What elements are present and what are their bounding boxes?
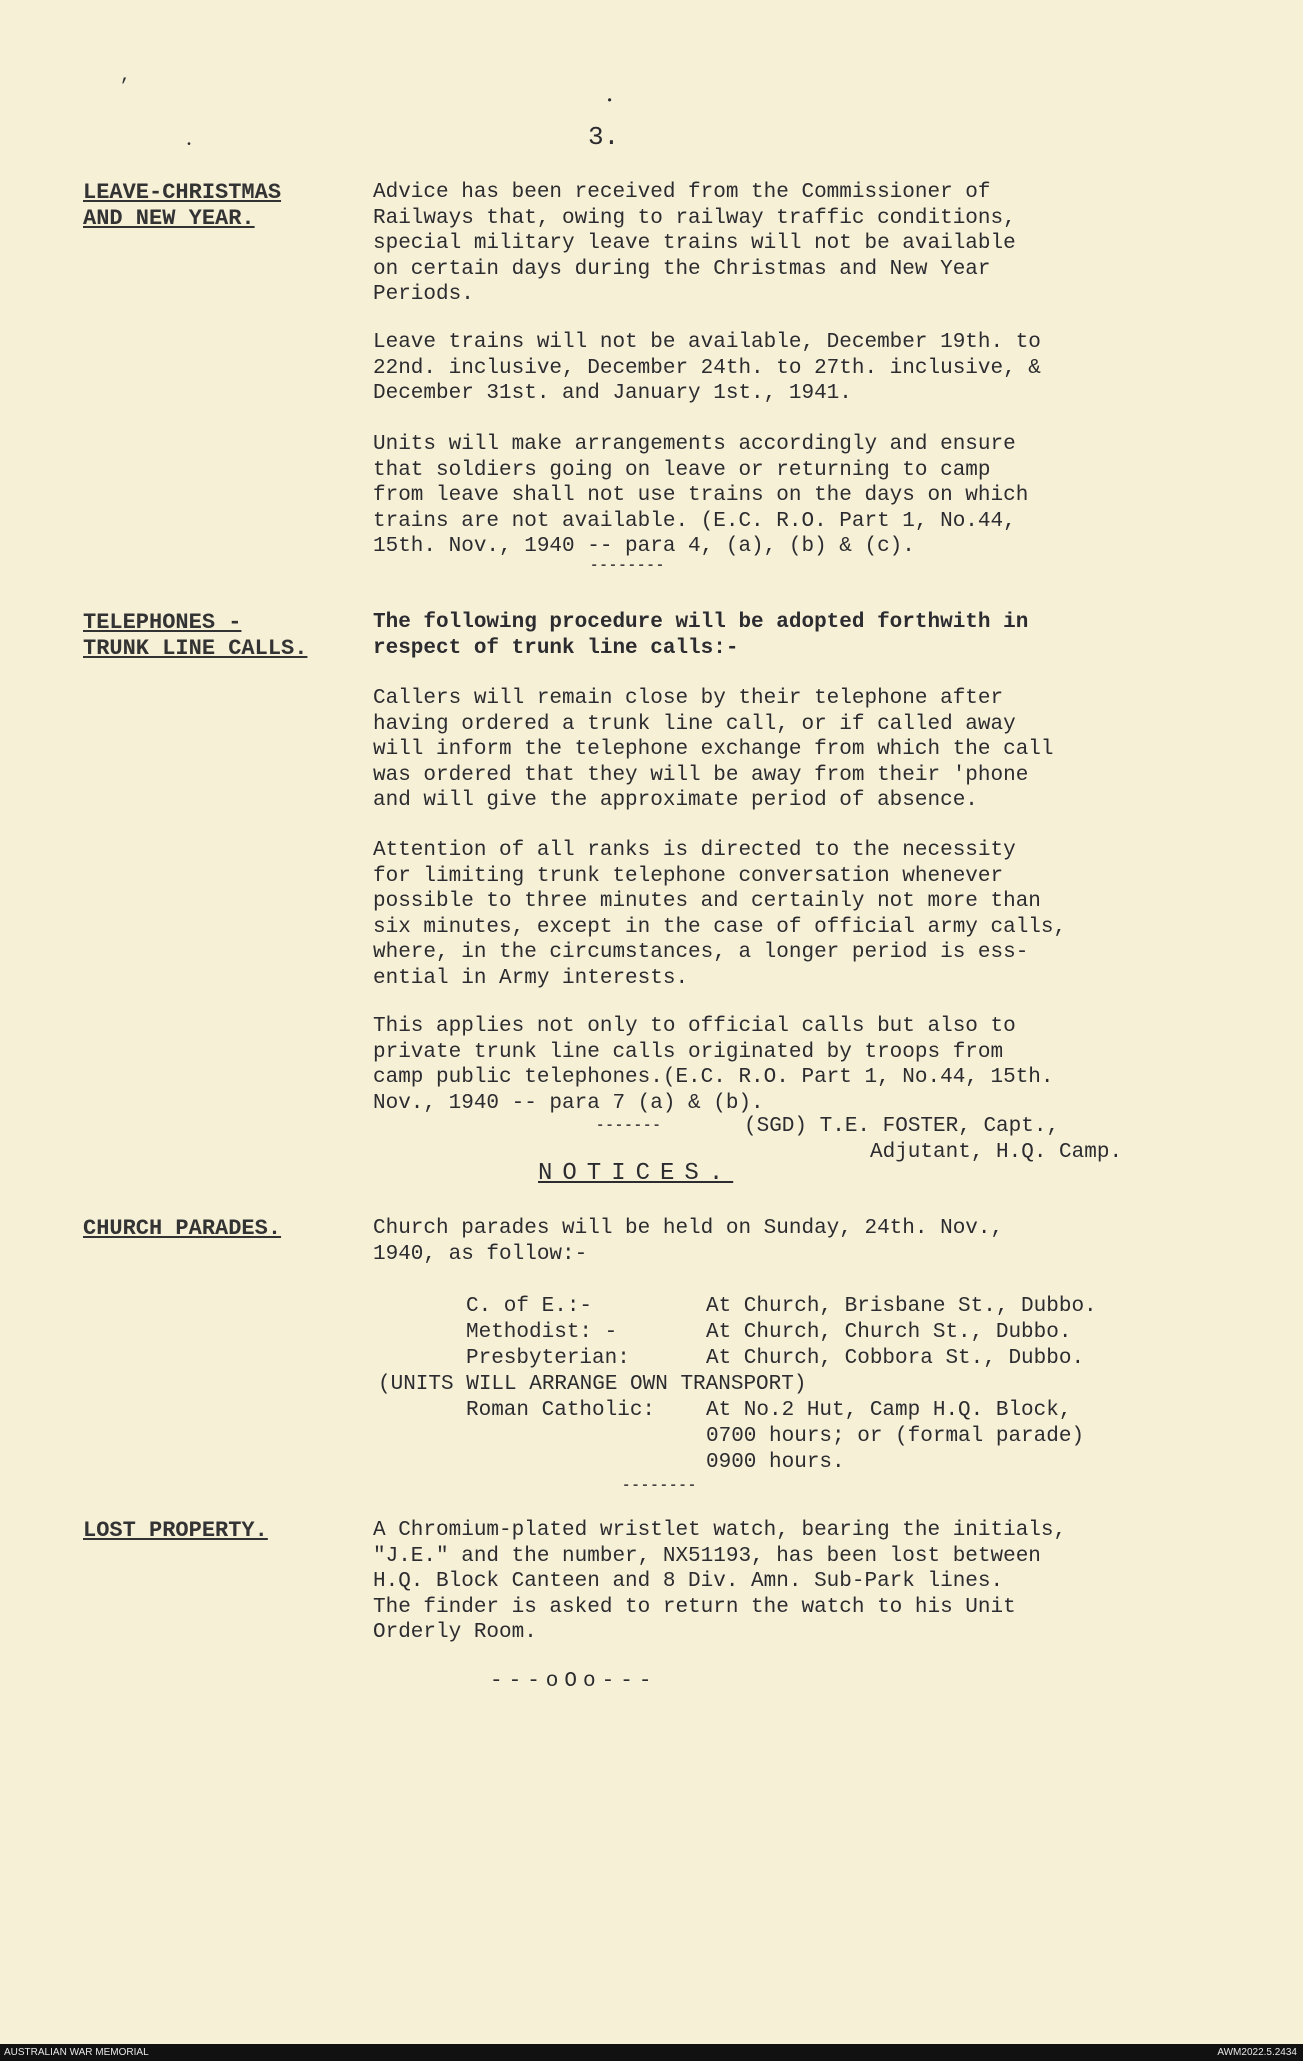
archive-footer	[0, 2044, 1303, 2061]
section-divider: --------	[590, 558, 666, 574]
ink-mark: ,	[120, 66, 131, 86]
signature-line-2: Adjutant, H.Q. Camp.	[870, 1141, 1123, 1164]
page-number: 3.	[588, 122, 620, 152]
church-time: 0900 hours.	[706, 1451, 845, 1474]
leave-paragraph-3: Units will make arrangements accordingly and ensure that soldiers going on leave or returning to camp from leave shall not use trains on the days on which trains are not available. (E.C. R.O. Part 1, No.44, 15th. Nov., 1940 -- para 4, (a), (b) & (c).	[373, 433, 1029, 558]
church-intro: Church parades will be held on Sunday, 24th. Nov., 1940, as follow:-	[373, 1217, 1004, 1266]
ink-dot: •	[606, 94, 614, 108]
leave-paragraph-2: Leave trains will not be available, December 19th. to 22nd. inclusive, December 24th. to 27th. inclusive, & December 31st. and January 1st., 1941.	[373, 331, 1041, 405]
church-location: At Church, Church St., Dubbo.	[706, 1321, 1072, 1344]
church-location: At No.2 Hut, Camp H.Q. Block,	[706, 1399, 1072, 1422]
section-divider: -------	[596, 1118, 662, 1134]
end-mark: ---oOo---	[490, 1670, 658, 1693]
signature-line-1: (SGD) T.E. FOSTER, Capt.,	[744, 1115, 1060, 1138]
church-location: At Church, Brisbane St., Dubbo.	[706, 1295, 1097, 1318]
church-denomination: Presbyterian:	[466, 1347, 630, 1370]
telephones-paragraph-1: The following procedure will be adopted forthwith in respect of trunk line calls:-	[373, 611, 1029, 660]
transport-note: (UNITS WILL ARRANGE OWN TRANSPORT)	[378, 1373, 807, 1396]
lost-property-paragraph: A Chromium-plated wristlet watch, bearing the initials, "J.E." and the number, NX51193, has been lost between H.Q. Block Canteen and 8 Div. Amn. Sub-Park lines. The finder is asked to return the watch to his Unit Orderly Room.	[373, 1519, 1067, 1644]
section-divider: --------	[622, 1478, 698, 1494]
church-heading: CHURCH PARADES.	[83, 1216, 282, 1241]
church-location: At Church, Cobbora St., Dubbo.	[706, 1347, 1085, 1370]
ink-dot: •	[186, 140, 193, 151]
leave-paragraph-1: Advice has been received from the Commissioner of Railways that, owing to railway traffic conditions, special military leave trains will not be available on certain days during the Christmas and New Year Periods.	[373, 181, 1016, 306]
leave-heading: LEAVE-CHRISTMAS AND NEW YEAR.	[83, 180, 282, 231]
church-denomination: C. of E.:-	[466, 1295, 593, 1318]
church-time: 0700 hours; or (formal parade)	[706, 1425, 1085, 1448]
telephones-paragraph-4: This applies not only to official calls but also to private trunk line calls originated by troops from camp public telephones.(E.C. R.O. Part 1, No.44, 15th. Nov., 1940 -- para 7 (a) & (b).	[373, 1015, 1054, 1115]
archive-reference: AWM2022.5.2434	[1217, 2047, 1297, 2058]
notices-title: NOTICES.	[538, 1160, 734, 1187]
telephones-paragraph-3: Attention of all ranks is directed to the necessity for limiting trunk telephone conversation whenever possible to three minutes and certainly not more than six minutes, except in the case of official army calls, where, in the circumstances, a longer period is ess- ential in Army interests.	[373, 839, 1067, 990]
telephones-paragraph-2: Callers will remain close by their telephone after having ordered a trunk line call, or if called away will inform the telephone exchange from which the call was ordered that they will be away from their 'phone and will give the approximate period of absence.	[373, 687, 1054, 812]
telephones-heading: TELEPHONES - TRUNK LINE CALLS.	[83, 610, 308, 661]
church-denomination: Methodist: -	[466, 1321, 618, 1344]
archive-name: AUSTRALIAN WAR MEMORIAL	[4, 2047, 149, 2058]
church-denomination: Roman Catholic:	[466, 1399, 656, 1422]
lost-property-heading: LOST PROPERTY.	[83, 1518, 268, 1543]
